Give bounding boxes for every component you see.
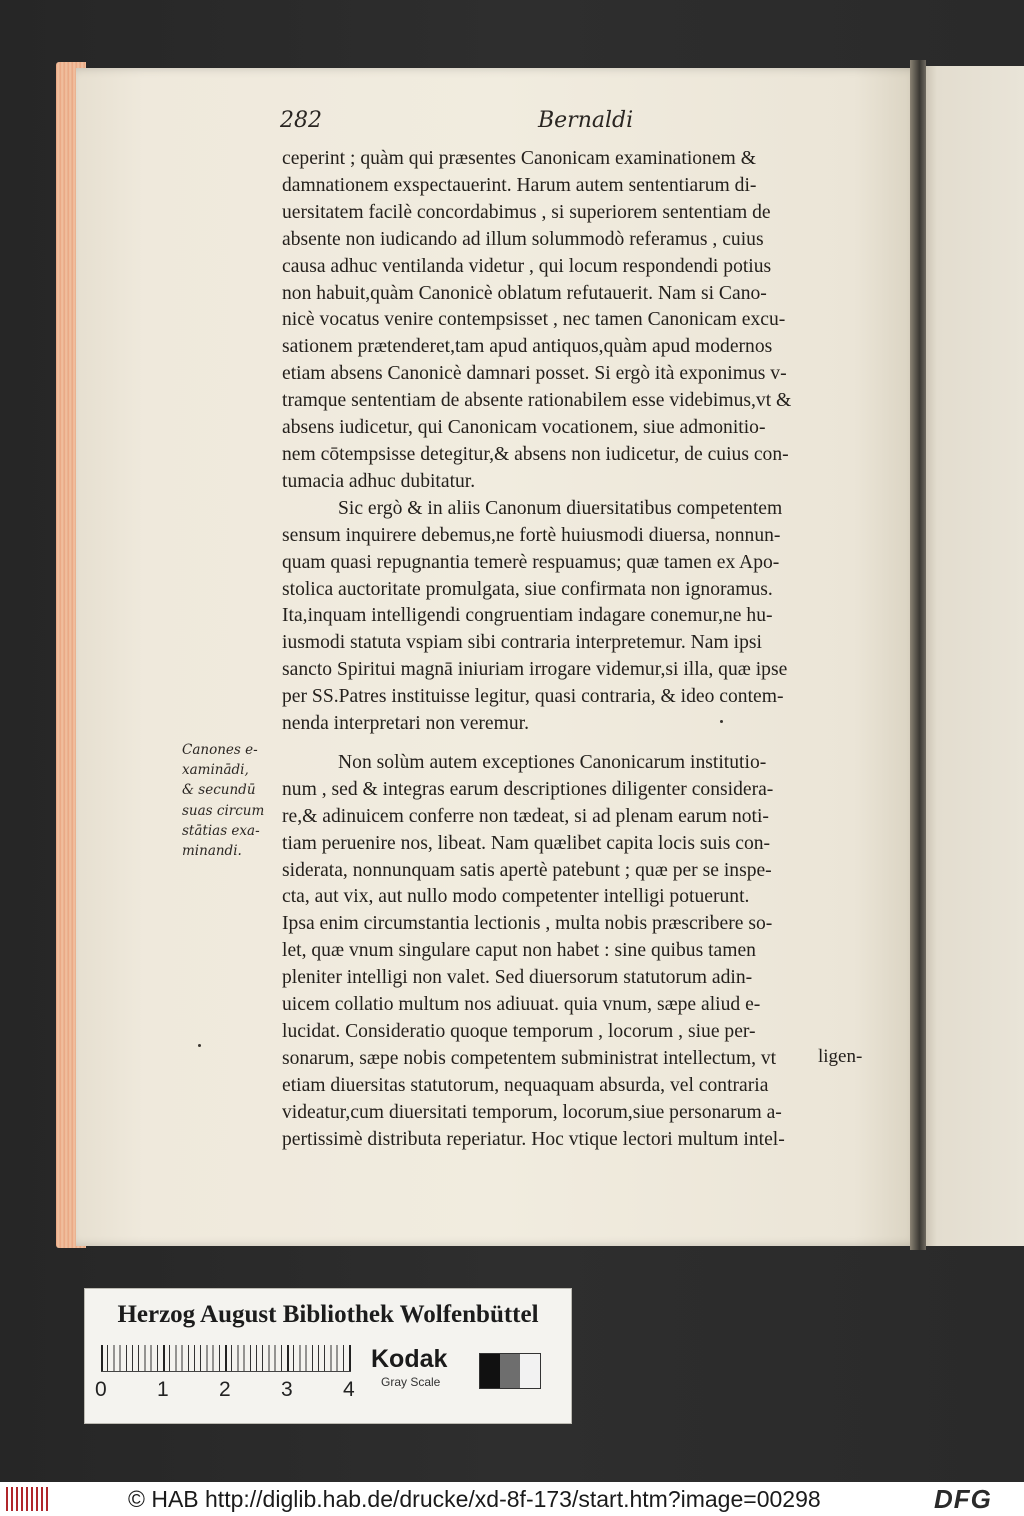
gray-swatch (480, 1354, 500, 1388)
text-line: nicè vocatus venire contempsisset , nec tamen Canonicam excu- (282, 309, 786, 331)
ruler-label: 0 (95, 1378, 107, 1401)
text-line: Ita,inquam intelligendi congruentiam indagare conemur,ne hu- (282, 605, 773, 627)
text-line: lucidat. Consideratio quoque temporum , locorum , siue per- (282, 1021, 756, 1042)
book-gutter (910, 60, 926, 1250)
text-line: ceperint ; quàm qui præsentes Canonicam examinationem & (282, 148, 756, 169)
text-line: siderata, nonnunquam satis apertè patebunt ; quæ per se inspe- (282, 859, 772, 881)
ruler-labels (95, 1377, 375, 1407)
text-line: per SS.Patres instituisse legitur, quasi contraria, & ideo contem- (282, 686, 784, 708)
text-line: Ipsa enim circumstantia lectionis , multa nobis præscribere so- (282, 913, 773, 935)
text-line: re,& adinuicem conferre non tædeat, si ad plenam earum noti- (282, 805, 769, 827)
text-line: pertissimè distributa reperiatur. Hoc vtique lectori multum intel- (282, 1128, 785, 1150)
gray-swatch (500, 1354, 520, 1388)
text-line: nenda interpretari non veremur. (282, 713, 529, 735)
gray-scale-label: Gray Scale (381, 1375, 441, 1389)
text-line: etiam absens Canonicè damnari posset. Si ergò ità exponimus v- (282, 363, 787, 385)
margin-note (182, 740, 292, 861)
measurement-ruler (101, 1345, 351, 1372)
adjacent-page (918, 66, 1024, 1246)
text-line: let, quæ vnum singulare caput non habet : sine quibus tamen (282, 940, 756, 962)
text-line: damnationem exspectauerint. Harum autem sententiarum di- (282, 174, 757, 196)
hab-logo-icon (6, 1487, 50, 1511)
text-line: iusmodi statuta vspiam sibi contraria interpretemur. Nam ipsi (282, 632, 762, 654)
running-head: Bernaldi (538, 108, 634, 133)
text-line: sancto Spiritui magnā iniuriam irrogare videmur,si illa, quæ ipse (282, 659, 788, 681)
text-line: uersitatem facilè concordabimus , si superiorem sententiam de (282, 201, 771, 223)
paper-speck (720, 720, 723, 723)
text-line: num , sed & integras earum descriptiones diligenter considera- (282, 778, 774, 800)
text-line: tumacia adhuc dubitatur. (282, 470, 476, 492)
paper-speck (198, 1044, 201, 1047)
margin-note-line: suas circum (182, 802, 265, 819)
scan-target-card (84, 1288, 572, 1424)
ruler-label: 2 (219, 1378, 231, 1401)
catchword: ligen- (818, 1046, 863, 1067)
margin-note-line: minandi. (182, 843, 242, 860)
kodak-logo: Kodak (371, 1345, 448, 1373)
text-line: quam quasi repugnantia temerè respuamus; quæ tamen ex Apo- (282, 551, 780, 573)
dfg-logo: DFG (934, 1484, 992, 1514)
text-line: absente non iudicando ad illum solummodò referamus , cuius (282, 228, 764, 250)
text-line: Sic ergò & in aliis Canonum diuersitatibus competentem (338, 497, 783, 519)
margin-note-line: Canones e- (182, 742, 258, 758)
text-line: Non solùm autem exceptiones Canonicarum institutio- (338, 751, 767, 773)
ruler-label: 3 (281, 1378, 293, 1401)
body-text (282, 146, 888, 1154)
page-header (280, 106, 880, 140)
text-line: sensum inquirere debemus,ne fortè huiusmodi diuersa, nonnun- (282, 524, 781, 546)
text-line: uicem collatio multum nos adiuuat. quia vnum, sæpe aliud e- (282, 994, 761, 1016)
text-line: absens iudicetur, qui Canonicam vocationem, siue admonitio- (282, 417, 766, 439)
gray-scale-swatches (479, 1353, 541, 1389)
margin-note-line: xaminādi, (182, 762, 249, 779)
margin-note-line: stātias exa- (182, 822, 260, 839)
citation-link[interactable]: © HAB http://diglib.hab.de/drucke/xd-8f-173/start.htm?image=00298 (128, 1486, 821, 1512)
margin-note-line: & secundū (182, 782, 256, 799)
text-line: non habuit,quàm Canonicè oblatum refutauerit. Nam si Cano- (282, 282, 767, 304)
text-line: tiam peruenire nos, libeat. Nam quælibet capita locis suis con- (282, 832, 771, 854)
page-number: 282 (280, 108, 322, 133)
gray-swatch (520, 1354, 540, 1388)
text-line: sonarum, sæpe nobis competentem subministrat intellectum, vt (282, 1047, 777, 1069)
ruler-label: 4 (343, 1378, 355, 1401)
text-line: sationem prætenderet,tam apud antiquos,quàm apud modernos (282, 336, 773, 358)
ruler-label: 1 (157, 1378, 169, 1401)
text-line: causa adhuc ventilanda videtur , qui locum respondendi potius (282, 255, 772, 277)
text-line: etiam diuersitas statutorum, nequaquam absurda, vel contraria (282, 1074, 769, 1096)
footer-bar (0, 1482, 1024, 1516)
text-line: cta, aut vix, aut nullo modo competenter intelligi potuerunt. (282, 886, 750, 908)
text-line: videatur,cum diuersitati temporum, locorum,siue personarum a- (282, 1101, 782, 1123)
text-line: pleniter intelligi non valet. Sed diuersorum statutorum adin- (282, 967, 753, 989)
text-line: nem cōtempsisse detegitur,& absens non iudicetur, de cuius con- (282, 443, 789, 465)
text-line: tramque sententiam de absente rationabilem esse videbimus,vt & (282, 390, 792, 412)
library-name: Herzog August Bibliothek Wolfenbüttel (117, 1301, 539, 1328)
paragraph-gap (282, 738, 888, 750)
text-line: stolica auctoritate promulgata, siue confirmata non ignoramus. (282, 578, 773, 600)
